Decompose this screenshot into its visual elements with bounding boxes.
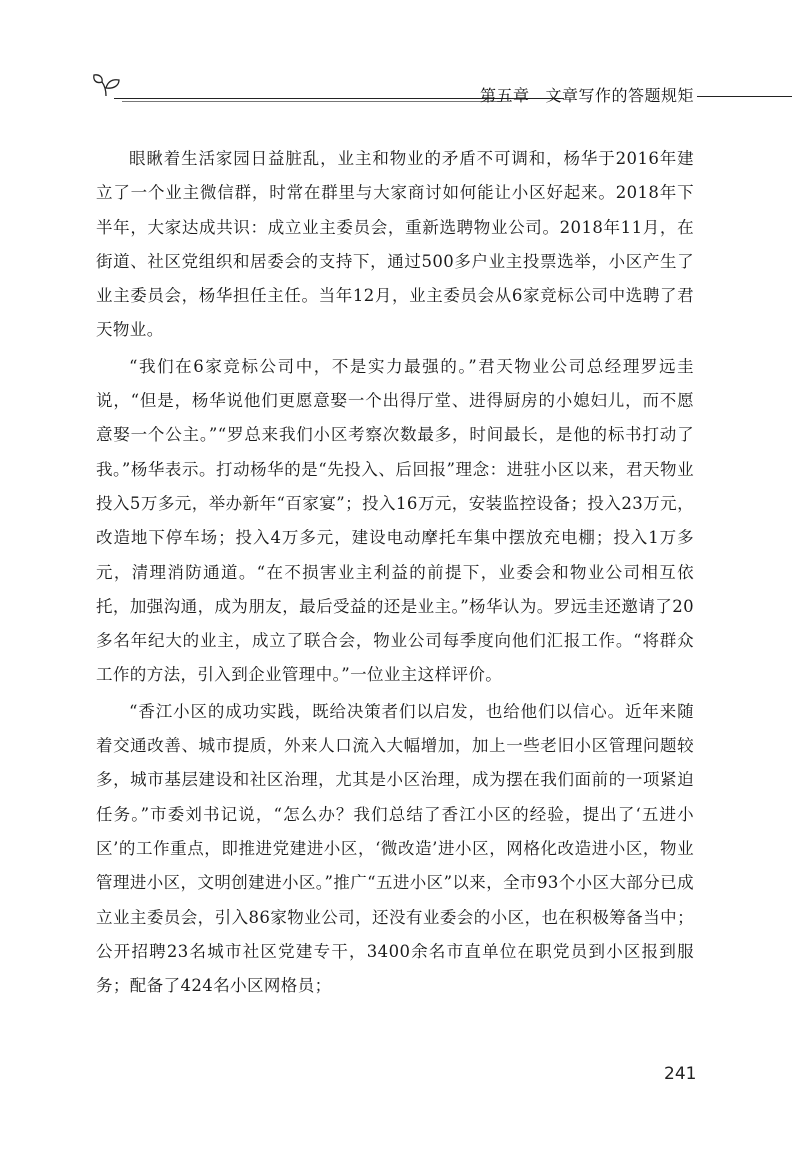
page-number: 241 bbox=[664, 1064, 697, 1084]
running-header bbox=[92, 70, 792, 110]
paragraph-2: “我们在6家竞标公司中，不是实力最强的。”君天物业公司总经理罗远圭说，“但是，杨华说他们更愿意娶一个出得厅堂、进得厨房的小媳妇儿，而不愿意娶一个公主。”“罗总来我们小区考察次数最多，时间最长，是他的标书打动了我。”杨华表示。打动杨华的是“先投入、后回报”理念：进驻小区以来，君天物业投入5万多元，举办新年“百家宴”；投入16万元，安装监控设备；投入23万元，改造地下停车场；投入4万多元，建设电动摩托车集中摆放充电棚；投入1万多元，清理消防通道。“在不损害业主利益的前提下，业委会和物业公司相互依托，加强沟通，成为朋友，最后受益的还是业主。”杨华认为。罗远圭还邀请了20多名年纪大的业主，成立了联合会，物业公司每季度向他们汇报工作。“将群众工作的方法，引入到企业管理中。”一位业主这样评价。 bbox=[96, 356, 694, 685]
header-rule-right bbox=[697, 96, 792, 97]
chapter-label: 第五章 bbox=[480, 86, 530, 105]
header-rule-left-thin bbox=[122, 101, 502, 102]
paragraph-1: 眼瞅着生活家园日益脏乱，业主和物业的矛盾不可调和，杨华于2016年建立了一个业主微信群，时常在群里与大家商讨如何能让小区好起来。2018年下半年，大家达成共识：成立业主委员会，重新选聘物业公司。2018年11月，在街道、社区党组织和居委会的支持下，通过500多户业主投票选举，小区产生了业主委员会，杨华担任主任。当年12月，业主委员会从6家竞标公司中选聘了君天物业。 bbox=[96, 149, 694, 340]
header-text bbox=[480, 83, 694, 106]
chapter-title: 文章写作的答题规矩 bbox=[545, 86, 695, 105]
sprout-icon bbox=[92, 72, 122, 98]
paragraph-3: “香江小区的成功实践，既给决策者们以启发，也给他们以信心。近年来随着交通改善、城市提质，外来人口流入大幅增加，加上一些老旧小区管理问题较多，城市基层建设和社区治理，尤其是小区治理，成为摆在我们面前的一项紧迫任务。”市委刘书记说，“怎么办？我们总结了香江小区的经验，提出了‘五进小区’的工作重点，即推进党建进小区，‘微改造’进小区，网格化改造进小区，物业管理进小区，文明创建进小区。”推广“五进小区”以来，全市93个小区大部分已成立业主委员会，引入86家物业公司，还没有业委会的小区，也在积极筹备当中；公开招聘23名城市社区党建专干，3400余名市直单位在职党员到小区报到服务；配备了424名小区网格员； bbox=[96, 701, 694, 996]
body-text bbox=[96, 142, 694, 1003]
